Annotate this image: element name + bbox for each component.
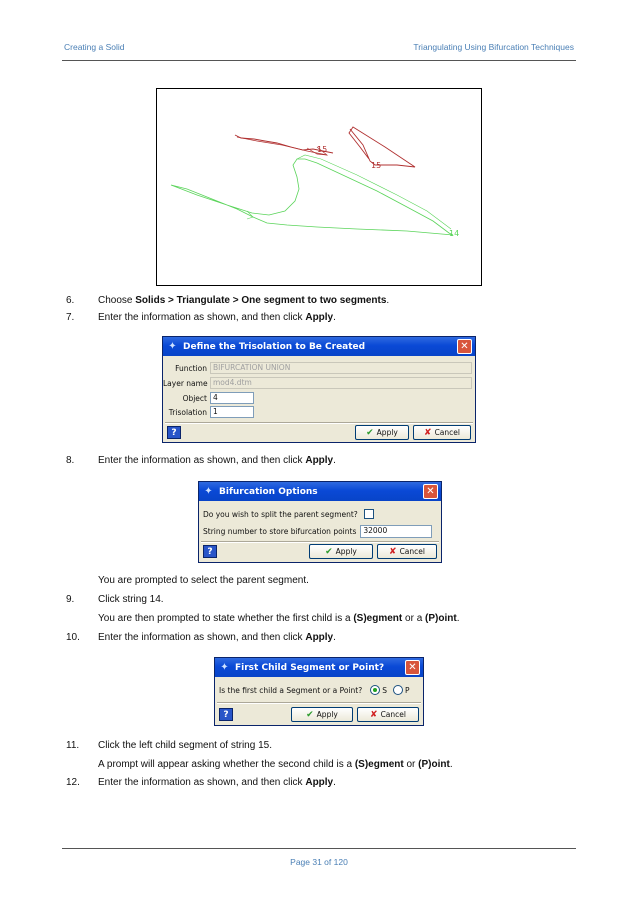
field-row [163, 377, 472, 389]
green-string-14 [171, 159, 453, 235]
dialog-title: First Child Segment or Point? [235, 662, 385, 673]
help-icon[interactable]: ? [167, 426, 181, 439]
radio-point[interactable] [393, 685, 403, 695]
field-label: Object [182, 393, 207, 403]
step-text: Click the left child segment of string 15. [98, 740, 272, 751]
help-icon[interactable]: ? [219, 708, 233, 721]
strings-figure [156, 88, 482, 286]
step-text: You are prompted to select the parent segment. [98, 575, 309, 586]
header-rule [62, 60, 576, 61]
field-row [163, 406, 254, 418]
field-row [163, 362, 472, 374]
function-field: BIFURCATION UNION [210, 362, 472, 374]
x-icon: ✘ [424, 427, 432, 438]
dialog-titlebar [199, 482, 441, 501]
dialog-titlebar [163, 337, 475, 356]
close-button[interactable]: ✕ [423, 484, 438, 499]
divider [201, 541, 439, 543]
apply-button[interactable]: ✔ Apply [355, 425, 409, 440]
radio-segment-label: S [382, 685, 387, 695]
step-text: A prompt will appear asking whether the second child is a (S)egment or (P)oint. [98, 759, 453, 770]
header-right: Triangulating Using Bifurcation Techniques [413, 42, 574, 52]
step-num: 7. [66, 312, 75, 323]
question-row [219, 685, 409, 695]
step-num: 6. [66, 295, 75, 306]
layer-name-field: mod4.dtm [210, 377, 472, 389]
check-icon: ✔ [366, 427, 374, 438]
red-string-right [349, 127, 415, 167]
header-left: Creating a Solid [64, 42, 125, 52]
cancel-button[interactable]: ✘ Cancel [377, 544, 437, 559]
step-text: Enter the information as shown, and then click Apply. [98, 632, 336, 643]
help-icon[interactable]: ? [203, 545, 217, 558]
dialog-define-trisolation [162, 336, 476, 443]
apply-button[interactable]: ✔ Apply [309, 544, 373, 559]
field-label: Function [175, 363, 207, 373]
field-row [163, 392, 254, 404]
split-question: Do you wish to split the parent segment? [203, 509, 358, 519]
object-input[interactable]: 4 [210, 392, 254, 404]
strings-drawing [157, 89, 481, 285]
x-icon: ✘ [370, 709, 378, 720]
cancel-button[interactable]: ✘ Cancel [357, 707, 419, 722]
footer-rule [62, 848, 576, 849]
app-icon: ✦ [220, 662, 229, 673]
step-num: 12. [66, 777, 80, 788]
dialog-first-child [214, 657, 424, 726]
field-label: Layer name [163, 378, 208, 388]
apply-button[interactable]: ✔ Apply [291, 707, 353, 722]
field-label: Trisolation [168, 407, 207, 417]
split-row [203, 509, 374, 519]
step-text: You are then prompted to state whether the first child is a (S)egment or a (P)oint. [98, 613, 460, 624]
divider [217, 702, 421, 704]
radio-point-label: P [404, 685, 410, 695]
segment-point-question: Is the first child a Segment or a Point? [219, 685, 363, 695]
step-text: Click string 14. [98, 594, 164, 605]
app-icon: ✦ [204, 486, 213, 497]
dialog-title: Define the Trisolation to Be Created [183, 341, 366, 352]
dialog-titlebar [215, 658, 423, 677]
step-num: 8. [66, 455, 75, 466]
x-icon: ✘ [389, 546, 397, 557]
step-text: Choose Solids > Triangulate > One segment to two segments. [98, 295, 390, 306]
string-row [203, 525, 432, 538]
divider [165, 422, 473, 424]
step-num: 9. [66, 594, 75, 605]
step-num: 10. [66, 632, 80, 643]
page-number: Page 31 of 120 [290, 857, 348, 867]
trisolation-input[interactable]: 1 [210, 406, 254, 418]
step-text: Enter the information as shown, and then click Apply. [98, 777, 336, 788]
step-num: 11. [66, 740, 80, 751]
check-icon: ✔ [325, 546, 333, 557]
app-icon: ✦ [168, 341, 177, 352]
close-button[interactable]: ✕ [457, 339, 472, 354]
close-button[interactable]: ✕ [405, 660, 420, 675]
radio-segment[interactable] [370, 685, 380, 695]
string-label: String number to store bifurcation points [203, 527, 357, 536]
dialog-bifurcation-options [198, 481, 442, 563]
dialog-title: Bifurcation Options [219, 486, 318, 497]
label-15-right: 15 [371, 161, 382, 170]
cancel-button[interactable]: ✘ Cancel [413, 425, 471, 440]
label-14: 14 [449, 229, 460, 238]
step-text: Enter the information as shown, and then click Apply. [98, 455, 336, 466]
check-icon: ✔ [306, 709, 314, 720]
label-15-left: 15 [317, 145, 328, 154]
split-checkbox[interactable] [364, 509, 374, 519]
step-text: Enter the information as shown, and then click Apply. [98, 312, 336, 323]
string-number-input[interactable]: 32000 [360, 525, 432, 538]
